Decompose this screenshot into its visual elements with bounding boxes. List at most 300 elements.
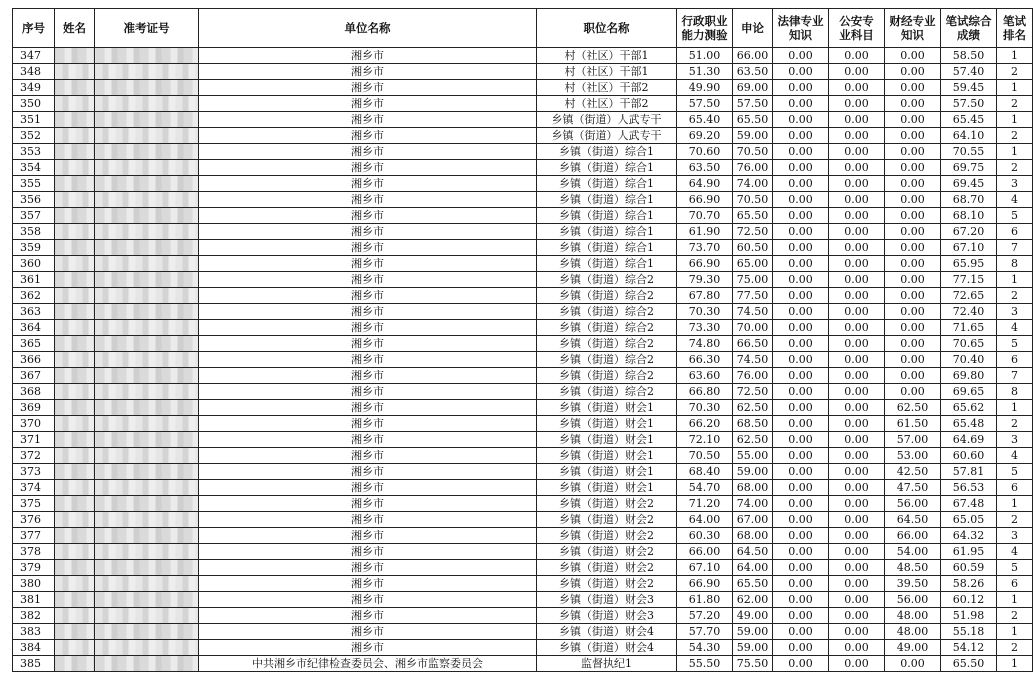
- table-row: [13, 448, 1033, 464]
- row-police: 0.00: [829, 272, 885, 288]
- row-police: 0.00: [829, 368, 885, 384]
- row-finance: 0.00: [885, 208, 941, 224]
- row-rank: 1: [997, 624, 1033, 640]
- row-rank: 5: [997, 208, 1033, 224]
- row-name-redacted: [55, 608, 95, 624]
- row-law: 0.00: [773, 272, 829, 288]
- score-table-container: [12, 8, 1033, 672]
- row-aptitude: 51.30: [677, 64, 733, 80]
- table-row: [13, 400, 1033, 416]
- row-total: 70.65: [941, 336, 997, 352]
- row-aptitude: 64.90: [677, 176, 733, 192]
- row-essay: 70.50: [733, 144, 773, 160]
- table-row: [13, 64, 1033, 80]
- table-row: [13, 192, 1033, 208]
- row-rank: 1: [997, 272, 1033, 288]
- row-position: 乡镇（街道）财会2: [537, 496, 677, 512]
- row-law: 0.00: [773, 48, 829, 64]
- row-name-redacted: [55, 400, 95, 416]
- row-law: 0.00: [773, 576, 829, 592]
- row-aptitude: 60.30: [677, 528, 733, 544]
- row-aptitude: 70.30: [677, 304, 733, 320]
- row-finance: 62.50: [885, 400, 941, 416]
- row-police: 0.00: [829, 320, 885, 336]
- row-exam-id-redacted: [95, 304, 199, 320]
- row-seq: 378: [13, 544, 55, 560]
- row-rank: 2: [997, 640, 1033, 656]
- row-total: 69.75: [941, 160, 997, 176]
- row-law: 0.00: [773, 656, 829, 672]
- row-name-redacted: [55, 592, 95, 608]
- row-finance: 54.00: [885, 544, 941, 560]
- row-total: 64.10: [941, 128, 997, 144]
- row-law: 0.00: [773, 416, 829, 432]
- row-name-redacted: [55, 640, 95, 656]
- row-police: 0.00: [829, 432, 885, 448]
- header-finance: 财经专业 知识: [885, 9, 941, 48]
- row-law: 0.00: [773, 224, 829, 240]
- row-finance: 0.00: [885, 656, 941, 672]
- row-rank: 6: [997, 480, 1033, 496]
- row-unit: 湘乡市: [199, 176, 537, 192]
- header-unit: 单位名称: [199, 9, 537, 48]
- row-total: 56.53: [941, 480, 997, 496]
- row-police: 0.00: [829, 352, 885, 368]
- row-rank: 6: [997, 576, 1033, 592]
- row-name-redacted: [55, 304, 95, 320]
- row-police: 0.00: [829, 256, 885, 272]
- row-finance: 0.00: [885, 240, 941, 256]
- row-name-redacted: [55, 208, 95, 224]
- row-essay: 67.00: [733, 512, 773, 528]
- header-rank: 笔试 排名: [997, 9, 1033, 48]
- row-police: 0.00: [829, 624, 885, 640]
- row-rank: 3: [997, 432, 1033, 448]
- table-row: [13, 96, 1033, 112]
- row-total: 60.60: [941, 448, 997, 464]
- row-essay: 74.50: [733, 352, 773, 368]
- row-essay: 72.50: [733, 224, 773, 240]
- table-row: [13, 80, 1033, 96]
- row-seq: 374: [13, 480, 55, 496]
- row-total: 67.48: [941, 496, 997, 512]
- row-finance: 0.00: [885, 80, 941, 96]
- row-position: 乡镇（街道）综合2: [537, 304, 677, 320]
- row-total: 65.50: [941, 656, 997, 672]
- row-law: 0.00: [773, 496, 829, 512]
- row-total: 58.26: [941, 576, 997, 592]
- table-row: [13, 336, 1033, 352]
- row-essay: 68.00: [733, 528, 773, 544]
- row-finance: 49.00: [885, 640, 941, 656]
- row-total: 71.65: [941, 320, 997, 336]
- row-finance: 56.00: [885, 496, 941, 512]
- row-finance: 48.50: [885, 560, 941, 576]
- row-aptitude: 66.90: [677, 256, 733, 272]
- row-finance: 64.50: [885, 512, 941, 528]
- table-row: [13, 608, 1033, 624]
- row-law: 0.00: [773, 448, 829, 464]
- row-law: 0.00: [773, 512, 829, 528]
- row-unit: 湘乡市: [199, 608, 537, 624]
- row-exam-id-redacted: [95, 384, 199, 400]
- row-position: 乡镇（街道）综合1: [537, 160, 677, 176]
- row-unit: 湘乡市: [199, 416, 537, 432]
- row-seq: 350: [13, 96, 55, 112]
- row-aptitude: 72.10: [677, 432, 733, 448]
- row-unit: 湘乡市: [199, 496, 537, 512]
- row-essay: 62.50: [733, 400, 773, 416]
- row-law: 0.00: [773, 96, 829, 112]
- row-position: 乡镇（街道）综合2: [537, 288, 677, 304]
- table-row: [13, 128, 1033, 144]
- row-finance: 0.00: [885, 112, 941, 128]
- row-name-redacted: [55, 448, 95, 464]
- row-exam-id-redacted: [95, 48, 199, 64]
- row-police: 0.00: [829, 160, 885, 176]
- row-name-redacted: [55, 256, 95, 272]
- row-police: 0.00: [829, 416, 885, 432]
- row-position: 乡镇（街道）财会4: [537, 640, 677, 656]
- row-position: 乡镇（街道）综合2: [537, 336, 677, 352]
- row-rank: 8: [997, 384, 1033, 400]
- row-aptitude: 70.70: [677, 208, 733, 224]
- row-finance: 0.00: [885, 96, 941, 112]
- row-aptitude: 70.60: [677, 144, 733, 160]
- row-police: 0.00: [829, 304, 885, 320]
- row-finance: 53.00: [885, 448, 941, 464]
- row-essay: 55.00: [733, 448, 773, 464]
- row-exam-id-redacted: [95, 416, 199, 432]
- row-name-redacted: [55, 416, 95, 432]
- row-law: 0.00: [773, 112, 829, 128]
- row-essay: 57.50: [733, 96, 773, 112]
- row-finance: 61.50: [885, 416, 941, 432]
- row-rank: 4: [997, 192, 1033, 208]
- row-essay: 68.50: [733, 416, 773, 432]
- header-aptitude: 行政职业 能力测验: [677, 9, 733, 48]
- row-finance: 0.00: [885, 256, 941, 272]
- row-rank: 3: [997, 304, 1033, 320]
- row-position: 乡镇（街道）财会2: [537, 544, 677, 560]
- row-total: 57.50: [941, 96, 997, 112]
- row-rank: 2: [997, 416, 1033, 432]
- row-rank: 1: [997, 112, 1033, 128]
- row-total: 65.05: [941, 512, 997, 528]
- row-position: 村（社区）干部2: [537, 96, 677, 112]
- row-aptitude: 49.90: [677, 80, 733, 96]
- row-name-redacted: [55, 624, 95, 640]
- row-police: 0.00: [829, 592, 885, 608]
- row-position: 乡镇（街道）综合1: [537, 224, 677, 240]
- row-exam-id-redacted: [95, 272, 199, 288]
- row-aptitude: 57.50: [677, 96, 733, 112]
- row-exam-id-redacted: [95, 448, 199, 464]
- row-name-redacted: [55, 656, 95, 672]
- row-finance: 0.00: [885, 352, 941, 368]
- row-unit: 湘乡市: [199, 528, 537, 544]
- row-essay: 74.50: [733, 304, 773, 320]
- row-essay: 64.50: [733, 544, 773, 560]
- row-aptitude: 51.00: [677, 48, 733, 64]
- row-total: 70.40: [941, 352, 997, 368]
- row-aptitude: 54.70: [677, 480, 733, 496]
- row-essay: 62.00: [733, 592, 773, 608]
- row-position: 乡镇（街道）财会1: [537, 400, 677, 416]
- row-position: 村（社区）干部1: [537, 48, 677, 64]
- row-aptitude: 57.70: [677, 624, 733, 640]
- row-finance: 42.50: [885, 464, 941, 480]
- row-rank: 3: [997, 528, 1033, 544]
- row-total: 64.69: [941, 432, 997, 448]
- row-exam-id-redacted: [95, 592, 199, 608]
- row-total: 60.59: [941, 560, 997, 576]
- row-finance: 0.00: [885, 320, 941, 336]
- row-essay: 65.50: [733, 208, 773, 224]
- row-police: 0.00: [829, 448, 885, 464]
- row-seq: 348: [13, 64, 55, 80]
- header-position: 职位名称: [537, 9, 677, 48]
- row-police: 0.00: [829, 96, 885, 112]
- row-total: 51.98: [941, 608, 997, 624]
- row-rank: 5: [997, 560, 1033, 576]
- row-seq: 372: [13, 448, 55, 464]
- row-finance: 0.00: [885, 288, 941, 304]
- row-seq: 360: [13, 256, 55, 272]
- row-rank: 5: [997, 464, 1033, 480]
- row-total: 65.95: [941, 256, 997, 272]
- row-aptitude: 55.50: [677, 656, 733, 672]
- row-exam-id-redacted: [95, 64, 199, 80]
- row-police: 0.00: [829, 208, 885, 224]
- row-finance: 0.00: [885, 160, 941, 176]
- row-aptitude: 79.30: [677, 272, 733, 288]
- row-finance: 0.00: [885, 304, 941, 320]
- row-seq: 368: [13, 384, 55, 400]
- row-unit: 湘乡市: [199, 640, 537, 656]
- row-name-redacted: [55, 48, 95, 64]
- row-police: 0.00: [829, 656, 885, 672]
- table-row: [13, 496, 1033, 512]
- row-finance: 0.00: [885, 48, 941, 64]
- row-law: 0.00: [773, 640, 829, 656]
- row-police: 0.00: [829, 608, 885, 624]
- row-position: 乡镇（街道）财会1: [537, 464, 677, 480]
- row-name-redacted: [55, 64, 95, 80]
- table-row: [13, 544, 1033, 560]
- row-aptitude: 65.40: [677, 112, 733, 128]
- row-rank: 7: [997, 240, 1033, 256]
- row-law: 0.00: [773, 480, 829, 496]
- row-unit: 湘乡市: [199, 112, 537, 128]
- row-finance: 57.00: [885, 432, 941, 448]
- row-aptitude: 67.10: [677, 560, 733, 576]
- row-finance: 0.00: [885, 128, 941, 144]
- row-seq: 383: [13, 624, 55, 640]
- table-row: [13, 352, 1033, 368]
- row-unit: 湘乡市: [199, 560, 537, 576]
- row-unit: 湘乡市: [199, 80, 537, 96]
- row-rank: 6: [997, 224, 1033, 240]
- table-row: [13, 272, 1033, 288]
- row-police: 0.00: [829, 64, 885, 80]
- header-exam-id: 准考证号: [95, 9, 199, 48]
- row-rank: 5: [997, 336, 1033, 352]
- row-finance: 47.50: [885, 480, 941, 496]
- row-unit: 湘乡市: [199, 272, 537, 288]
- row-rank: 2: [997, 128, 1033, 144]
- row-exam-id-redacted: [95, 560, 199, 576]
- table-row: [13, 368, 1033, 384]
- table-row: [13, 464, 1033, 480]
- row-exam-id-redacted: [95, 432, 199, 448]
- row-seq: 367: [13, 368, 55, 384]
- row-name-redacted: [55, 160, 95, 176]
- row-name-redacted: [55, 272, 95, 288]
- row-total: 69.45: [941, 176, 997, 192]
- row-seq: 362: [13, 288, 55, 304]
- row-police: 0.00: [829, 128, 885, 144]
- table-row: [13, 144, 1033, 160]
- row-aptitude: 70.50: [677, 448, 733, 464]
- row-law: 0.00: [773, 592, 829, 608]
- row-law: 0.00: [773, 384, 829, 400]
- row-total: 55.18: [941, 624, 997, 640]
- row-law: 0.00: [773, 400, 829, 416]
- row-total: 67.20: [941, 224, 997, 240]
- row-essay: 65.00: [733, 256, 773, 272]
- row-name-redacted: [55, 480, 95, 496]
- row-police: 0.00: [829, 464, 885, 480]
- row-law: 0.00: [773, 624, 829, 640]
- row-police: 0.00: [829, 240, 885, 256]
- table-row: [13, 528, 1033, 544]
- row-rank: 1: [997, 144, 1033, 160]
- row-total: 64.32: [941, 528, 997, 544]
- table-row: [13, 304, 1033, 320]
- row-police: 0.00: [829, 112, 885, 128]
- row-rank: 2: [997, 288, 1033, 304]
- row-police: 0.00: [829, 640, 885, 656]
- row-name-redacted: [55, 80, 95, 96]
- row-seq: 347: [13, 48, 55, 64]
- row-law: 0.00: [773, 432, 829, 448]
- row-rank: 2: [997, 608, 1033, 624]
- row-total: 60.12: [941, 592, 997, 608]
- row-rank: 2: [997, 64, 1033, 80]
- table-row: [13, 576, 1033, 592]
- row-exam-id-redacted: [95, 608, 199, 624]
- row-unit: 湘乡市: [199, 256, 537, 272]
- row-total: 65.45: [941, 112, 997, 128]
- row-unit: 湘乡市: [199, 512, 537, 528]
- row-essay: 76.00: [733, 368, 773, 384]
- row-law: 0.00: [773, 304, 829, 320]
- row-law: 0.00: [773, 64, 829, 80]
- row-seq: 379: [13, 560, 55, 576]
- row-position: 乡镇（街道）综合1: [537, 240, 677, 256]
- row-rank: 1: [997, 400, 1033, 416]
- row-name-redacted: [55, 384, 95, 400]
- row-seq: 355: [13, 176, 55, 192]
- row-law: 0.00: [773, 320, 829, 336]
- row-name-redacted: [55, 496, 95, 512]
- row-unit: 湘乡市: [199, 304, 537, 320]
- row-seq: 352: [13, 128, 55, 144]
- row-total: 58.50: [941, 48, 997, 64]
- row-finance: 0.00: [885, 144, 941, 160]
- table-body: [13, 48, 1033, 672]
- row-exam-id-redacted: [95, 192, 199, 208]
- table-row: [13, 288, 1033, 304]
- row-name-redacted: [55, 144, 95, 160]
- row-aptitude: 54.30: [677, 640, 733, 656]
- row-position: 乡镇（街道）综合1: [537, 208, 677, 224]
- row-essay: 62.50: [733, 432, 773, 448]
- table-row: [13, 384, 1033, 400]
- row-police: 0.00: [829, 544, 885, 560]
- row-seq: 375: [13, 496, 55, 512]
- table-row: [13, 560, 1033, 576]
- row-seq: 366: [13, 352, 55, 368]
- row-finance: 0.00: [885, 368, 941, 384]
- row-position: 乡镇（街道）综合2: [537, 352, 677, 368]
- row-exam-id-redacted: [95, 528, 199, 544]
- row-rank: 7: [997, 368, 1033, 384]
- row-police: 0.00: [829, 288, 885, 304]
- table-row: [13, 416, 1033, 432]
- row-name-redacted: [55, 320, 95, 336]
- header-essay: 申论: [733, 9, 773, 48]
- row-finance: 56.00: [885, 592, 941, 608]
- row-seq: 363: [13, 304, 55, 320]
- row-position: 乡镇（街道）人武专干: [537, 128, 677, 144]
- row-police: 0.00: [829, 400, 885, 416]
- row-aptitude: 66.20: [677, 416, 733, 432]
- row-law: 0.00: [773, 208, 829, 224]
- row-seq: 382: [13, 608, 55, 624]
- row-unit: 湘乡市: [199, 592, 537, 608]
- row-unit: 湘乡市: [199, 320, 537, 336]
- table-row: [13, 160, 1033, 176]
- table-row: [13, 624, 1033, 640]
- row-seq: 358: [13, 224, 55, 240]
- row-total: 70.55: [941, 144, 997, 160]
- row-name-redacted: [55, 464, 95, 480]
- row-essay: 63.50: [733, 64, 773, 80]
- row-name-redacted: [55, 128, 95, 144]
- row-law: 0.00: [773, 528, 829, 544]
- row-position: 乡镇（街道）综合1: [537, 176, 677, 192]
- row-police: 0.00: [829, 496, 885, 512]
- row-aptitude: 69.20: [677, 128, 733, 144]
- row-exam-id-redacted: [95, 544, 199, 560]
- table-row: [13, 48, 1033, 64]
- row-exam-id-redacted: [95, 512, 199, 528]
- row-unit: 湘乡市: [199, 400, 537, 416]
- row-total: 68.10: [941, 208, 997, 224]
- row-exam-id-redacted: [95, 576, 199, 592]
- row-aptitude: 61.80: [677, 592, 733, 608]
- row-position: 乡镇（街道）财会1: [537, 432, 677, 448]
- row-name-redacted: [55, 336, 95, 352]
- row-unit: 湘乡市: [199, 128, 537, 144]
- row-aptitude: 61.90: [677, 224, 733, 240]
- row-exam-id-redacted: [95, 208, 199, 224]
- table-row: [13, 512, 1033, 528]
- row-seq: 376: [13, 512, 55, 528]
- header-police: 公安专 业科目: [829, 9, 885, 48]
